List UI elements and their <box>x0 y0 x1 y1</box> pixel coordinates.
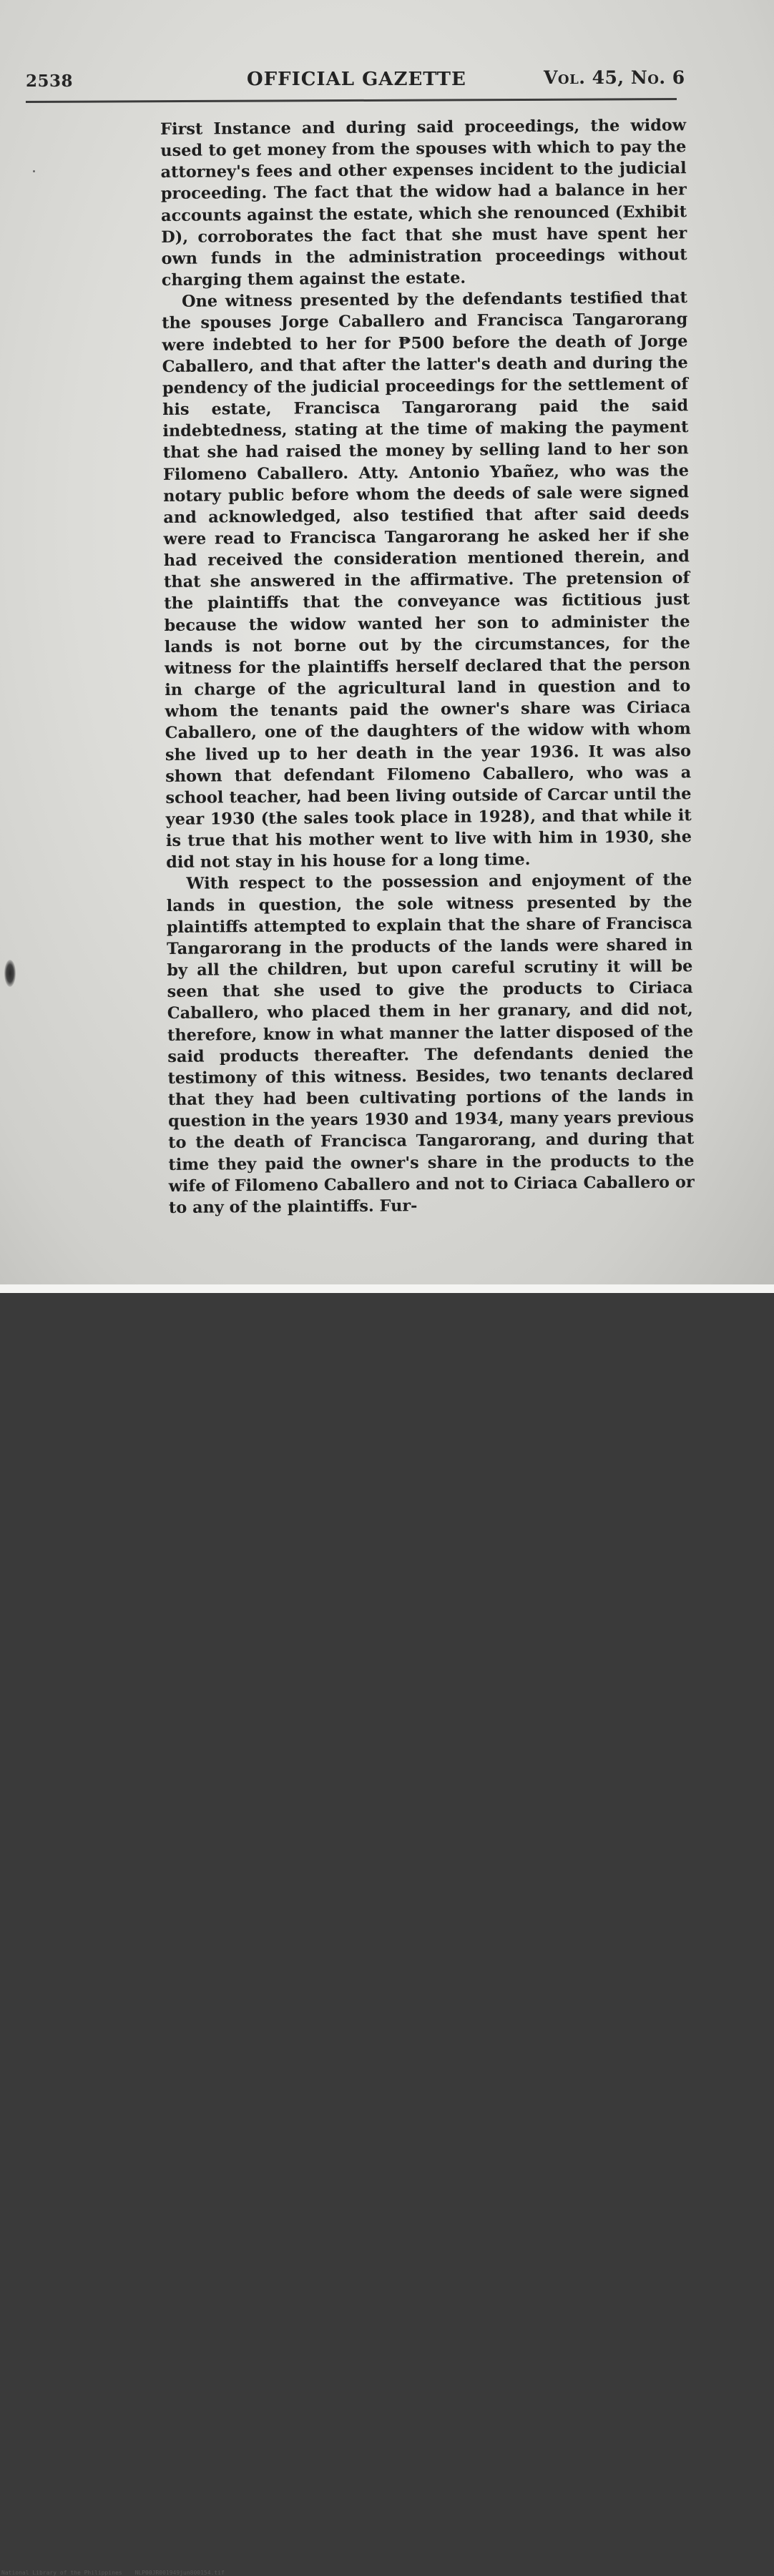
file-id: NLP00JR001949jun800154.tif <box>134 2570 225 2576</box>
scanned-page <box>0 0 774 1284</box>
ink-blot <box>4 960 16 987</box>
scan-footer <box>1 2570 225 2576</box>
body-text <box>160 114 695 1219</box>
paragraph-2: One witness presented by the defendants testified that the spouses Jorge Caballero and Francisca Tangarorang were indebted to her for ₱500 before the death of Jorge Caballero, and that after the latter's death and during the pendency of the judicial proceedings for the settlement of his estate, Francisca Tangarorang paid the said indebtedness, stating at the time of making the payment that she had raised the money by selling land to her son Filomeno Caballero. Atty. Antonio Ybañez, who was the notary public before whom the deeds of sale were signed and acknowledged, also testified that after said deeds were read to Francisca Tangarorang he asked her if she had received the consideration mentioned therein, and that she answered in the affirmative. The pretension of the plaintiffs that the conveyance was fictitious just because the widow wanted her son to administer the lands is not borne out by the circumstances, for the witness for the plaintiffs herself declared that the person in charge of the agricultural land in question and to whom the tenants paid the owner's share was Ciriaca Caballero, one of the daughters of the widow with whom she lived up to her death in the year 1936. It was also shown that defendant Filomeno Caballero, who was a school teacher, had been living outside of Carcar until the year 1930 (the sales took place in 1928), and that while it is true that his mother went to live with him in 1930, she did not stay in his house for a long time. <box>162 288 692 872</box>
gazette-title: OFFICIAL GAZETTE <box>247 69 466 90</box>
page-number: 2538 <box>26 72 74 91</box>
paragraph-1: First Instance and during said proceedings, the widow used to get money from the spouses with which to pay the attorney's fees and other expenses incident to the judicial proceeding. The fact that the widow had a balance in her accounts against the estate, which she renounced (Exhibit D), corroborates the fact that she must have spent her own funds in the administration proceedings without charging them against the estate. <box>160 116 687 290</box>
header-rule <box>26 98 677 103</box>
scan-speck <box>33 170 35 172</box>
library-name: National Library of the Philippines <box>1 2570 122 2576</box>
paragraph-3: With respect to the possession and enjoyment of the lands in question, the sole witness presented by the plaintiffs attempted to explain that the share of Francisca Tangarorang in the products of the lands were shared in by all the children, but upon careful scrutiny it will be seen that she used to give the products to Ciriaca Caballero, who placed them in her granary, and did not, therefore, know in what manner the latter disposed of the said products thereafter. The defendants denied the testimony of this witness. Besides, two tenants declared that they had been cultivating portions of the lands in question in the years 1930 and 1934, many years previous to the death of Francisca Tangarorang, and during that time they paid the owner's share in the products to the wife of Filomeno Caballero and not to Ciriaca Caballero or to any of the plaintiffs. Fur- <box>166 870 695 1217</box>
volume-issue: Vol. 45, No. 6 <box>544 67 685 88</box>
scan-footer-strip <box>0 1284 774 2576</box>
